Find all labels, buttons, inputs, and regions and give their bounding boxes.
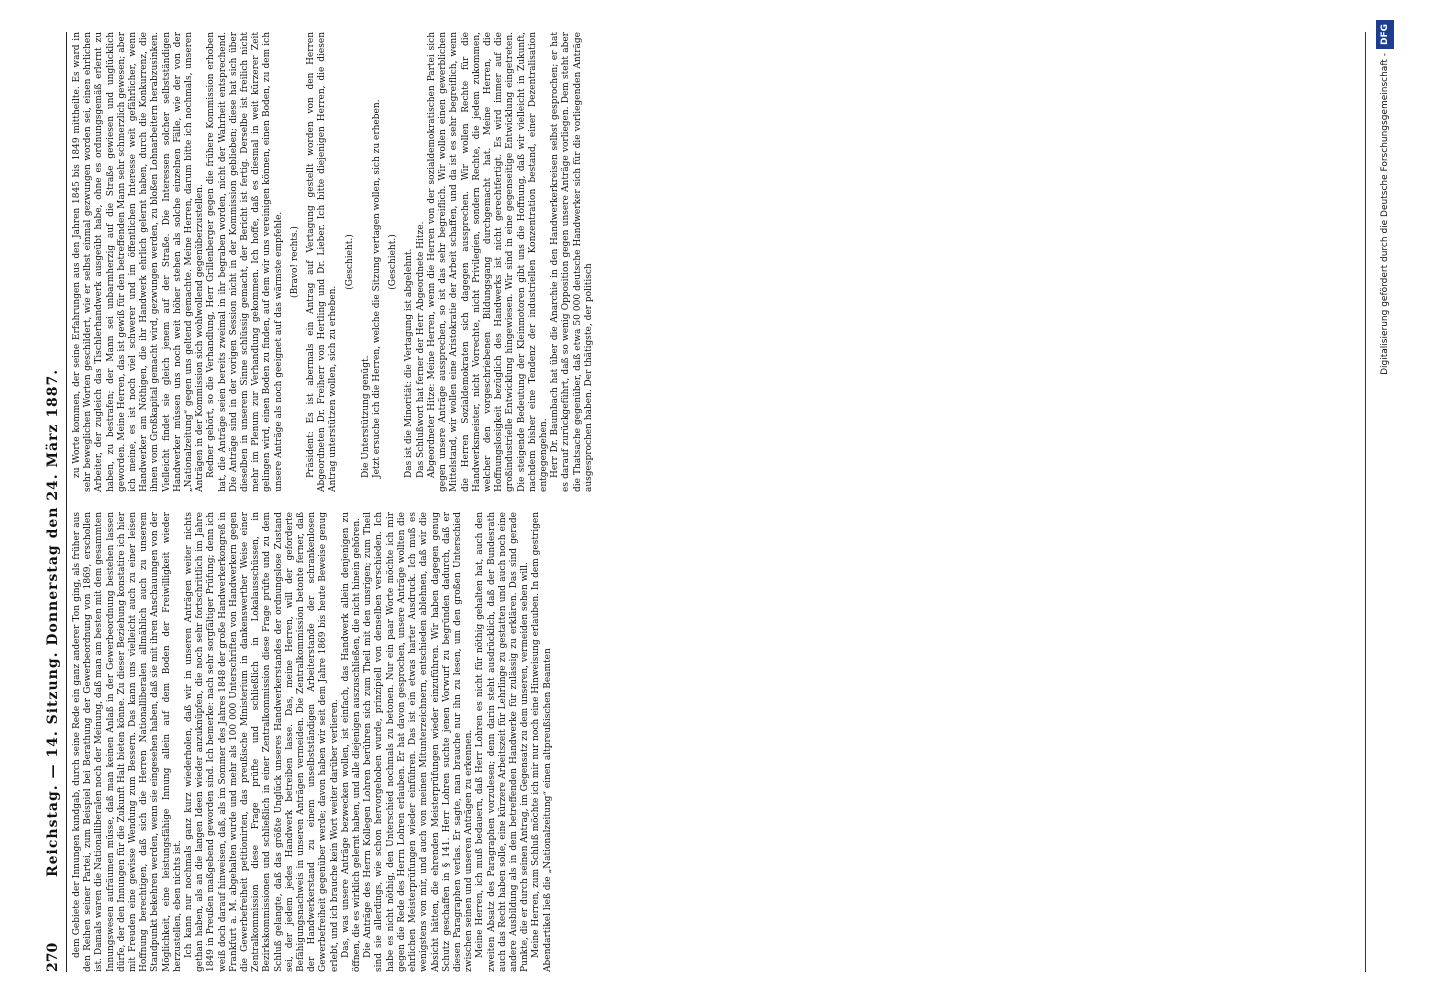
page-number: 270: [45, 942, 61, 972]
column-right: [72, 32, 1352, 492]
paragraph: Herr Dr. Baumbach hat über die Anarchie in den Handwerkerkreisen selbst gesprochen; er hat es darauf zurückgeführt, daß so wenig Opposition gegen unsere Anträge vorliegen. Dem steht aber die Thatsache gegenüber, daß etwa 50 000 deutsche Handwerker sich für die vorliegenden Anträge ausgesprochen haben. Der thätigste, der politisch: [550, 32, 594, 492]
paragraph: Die Unterstützung genügt.: [360, 355, 371, 478]
column-left: [72, 512, 1352, 972]
paragraph: Präsident: Es ist abermals ein Antrag auf Vertagung gestellt worden von den Herren Abgeordneten Dr. Freiherr von Hertling und Dr. Lieber. Ich bitte diejenigen Herren, die diesen Antrag unterstützen wollen, sich zu erheben.: [306, 32, 339, 492]
paragraph: (Geschieht.): [344, 234, 355, 290]
running-head-title: Reichstag. — 14. Sitzung. Donnerstag den 24. März 1887.: [45, 368, 61, 877]
footer-notice: Digitalisierung gefördert durch die Deutsche Forschungsgemeinschaft -: [1380, 53, 1390, 375]
paragraph: Die Anträge des Herrn Kollegen Lohren berühren sich zum Theil mit den unsrigen; zum Theil sind sie allerdings, wie schon hervorgehoben wurde, prinzipiell von denselben verschieden. Ich habe es nicht nöthig, den Unterschied nochmals zu betonen. Nur ein paar Worte möchte ich mir gegen die Rede des Herrn Lohren erlauben. Er hat davon gesprochen, unsere Anträge wollten die ehrlichen Meisterprüfungen wieder einführen. Das ist ein etwas harter Ausdruck. Ich muß es wenigstens von mir, und auch von meinen Mitunterzeichnern, entschieden ablehnen, daß wir die Absicht hätten, die ehrenden Meisterprüfungen wieder einzuführen. Wir haben dagegen genug Schutz geschaffen in § 141. Herr Lohren suchte jenen Vorwurf zu begründen dadurch, daß er diesen Paragraphen verlas. Er sagte, man brauche nur ihn zu lesen, um den großen Unterschied zwischen seinen und unseren Anträgen zu erkennen.: [363, 512, 475, 972]
paragraph: Meine Herren, ich muß bedauern, daß Herr Lohren es nicht für nöthig gehalten hat, auch den zweiten Absatz des Paragraphen vorzulesen; denn darin steht ausdrücklich, daß der Bundesrath auch das Recht haben solle, eine kürzere Arbeitszeit für Lehrlinge zu gestatten und auch noch eine andere Ausbildung als in dem betreffenden Handwerke für zulässig zu erklären. Das sind gerade Punkte, die er durch seinen Antrag, im Gegensatz zu dem unseren, vermeiden sehen will.: [475, 512, 531, 972]
paragraph: (Geschieht.): [388, 234, 399, 290]
footer-rule: [1365, 32, 1366, 972]
paragraph: Meine Herren, zum Schluß möchte ich mir nur noch eine Hinweisung erlauben. In dem gestrigen Abendartikel ließ die „Nationalzeitung“ einen altpreußischen Beamten: [531, 512, 553, 972]
dfg-badge: DFG: [1376, 20, 1394, 49]
paragraph: Das, was unsere Anträge bezwecken wollen, ist einfach, das Handwerk allein denjenigen zu öffnen, die es wirklich gelernt haben, und alle diejenigen auszuschließen, die nicht hinein gehören.: [340, 512, 363, 972]
paragraph: Abgeordneter Hitze: Meine Herren, wenn die Herren von der sozialdemokratischen Partei sich gegen unsere Anträge aussprechen, so ist das sehr begreiflich. Wir wollen einen gewerblichen Mittelstand, wir wollen eine Aristokratie der Arbeit schaffen, und da ist es sehr begreiflich, wenn die Herren Sozialdemokraten sich dagegen aussprechen. Wir wollen Rechte für die Handwerksmeister, nicht Vorrechte, nicht Privilegien, sondern Rechte, die jedem zukommen, welcher den vorgeschriebenen Bildungsgang durchgemacht hat. Meine Herren, die Hoffnungslosigkeit bezüglich des Handwerks ist nicht gerechtfertigt. Es wird immer auf die großindustrielle Entwicklung hingewiesen. Wir sind in eine gegenseitige Entwicklung eingetreten. Die steigende Bedeutung der Kleinmotoren gibt uns die Hoffnung, daß wir vielleicht in Zukunft, nachdem bisher eine Tendenz der industriellen Konzentration bestand, einer Dezentralisation entgegengehen.: [426, 32, 549, 492]
paragraph: dem Gebiete der Innungen kundgab, durch seine Rede ein ganz anderer Ton ging, als früher aus den Reihen seiner Partei, zum Beispiel bei Berathung der Gewerbeordnung von 1869, erschollen ist. Damals waren die Nationalliberalen noch der Meinung, daß man am besten mit dem gesammten Innungswesen aufräumen müsse, daß man keinen Anlaß in der Gewerbeordnung bestehen lassen dürfe, der den Innungen für die Zukunft Halt bieten könne. Zu dieser Beziehung konstatire ich hier mit Freuden eine gewisse Wendung zum Bessern. Das kann uns vielleicht auch zu einer leisen Hoffnung berechtigen, daß sich die Herren Nationalliberalen allmählich auch zu unserem Standpunkt bekehren werden, wenn sie eingesehen haben, daß sie mit ihren Anschauungen von der Möglichkeit, eine leistungsfähige Innung allein auf dem Boden der Freiwilligkeit wieder herzustellen, eben nichts ist.: [72, 512, 183, 972]
paragraph: (Bravo! rechts.): [289, 226, 300, 298]
paragraph: Jetzt ersuche ich die Herren, welche die Sitzung vertagen wollen, sich zu erheben.: [372, 99, 383, 478]
paragraph: Ich kann nur nochmals ganz kurz wiederholen, daß wir in unseren Anträgen weiter nichts gethan haben, als an die langen Ideen wieder anzuknüpfen, die noch sehr fortschrittlich im Jahre 1849 in Preußen maßgebend geworden sind. Ich bemerke: nach sehr sorgfältiger Prüfung; denn ich weiß doch darauf hinweisen, daß, als im Sommer des Jahres 1848 der große Handwerkerkongreß in Frankfurt a. M. abgehalten wurde und mehr als 100 000 Unterschriften von Handwerkern gegen die Gewerbefreiheit petitionirten, das preußische Ministerium in dankenswerther Weise einer Zentralkommission diese Frage prüfte und schließlich in Lokalausschüssen, in Bezirkskommissionen und schließlich in einer Zentralkommission diese Frage prüfte und zu dem Schluß gelangte, daß das größte Unglück unseres Handwerkerstandes der ordnungslose Zustand sei, der jedem jedes Handwerk betreiben lasse. Das, meine Herren, will der geforderte Befähigungsnachweis in unseren Anträgen vermeiden. Die Zentralkommission betonte ferner, daß der Handwerkerstand zu einem unselbstständigen Arbeiterstande der schrankenlosen Gewerbefreiheit gegenüber werde; davon haben wir seit dem Jahre 1869 bis heute Beweise genug erlebt, und ich brauche kein Wort weiter darüber verlieren.: [184, 512, 340, 972]
paragraph: zu Worte kommen, der seine Erfahrungen aus den Jahren 1845 bis 1849 mittheilte. Es ward in sehr beweglichen Worten geschildert, wie er selbst einmal gezwungen worden sei, einen ehrlichen Arbeiter, der zugleich das Tischlerhandwerk ausgeübt habe, ohne es ordnungsgemäß erlernt zu haben, zu bestrafen; der Mann sei unbarmherzig auf die Straße gewiesen und unglücklich geworden. Meine Herren, das ist gewiß für den betreffenden Mann sehr schmerzlich gewesen; aber ich meine, es ist noch viel schwerer und im öffentlichen Interesse weit gefährlicher, wenn Handwerker am Nöthigen, die ihr Handwerk ehrlich gelernt haben, durch die Konkurrenz, die ihnen vom Großkapital gemacht wird, gezwungen werden, zu bloßen Lohnarbeitern herabzusinken. Vielleicht findet sie gleich jenem auf der Straße. Die Interessen solcher selbstständigen Handwerker müssen uns noch weit höher stehen als solche einzelnen Fälle, wie der von der „Nationalzeitung“ gegen uns geltend gemachte. Meine Herren, darum bitte ich nochmals, unseren Anträgen in der Kommission sich wohlwollend gegenüberzustellen.: [72, 32, 206, 492]
text-columns: [72, 32, 1352, 972]
digitization-footer: [1376, 20, 1394, 380]
paragraph: Das Schlußwort hat ferner der Herr Abgeordnete Hitze.: [415, 221, 426, 478]
running-header: [40, 32, 67, 972]
paragraph: Das ist die Minorität: die Vertagung ist abgelehnt.: [404, 248, 415, 478]
paragraph: Redner gehört, so die Verhandlung, Herr Grillenberger gegen die frühere Kommission erhoben hat, die Anträge seien bereits zweimal in ihr begraben worden, nicht der Wahrheit entsprechend. Die Anträge sind in der vorigen Session nicht in der Kommission geblieben; diese hat sich über dieselben in unserem Sinne schlüssig gemacht, der Bericht ist fertig. Derselbe ist freilich nicht mehr im Plenum zur Verhandlung gekommen. Ich hoffe, daß es diesmal in weit kürzerer Zeit gelingen wird, einen Boden zu finden, auf dem wir uns vereinigen können, einen Boden, zu dem ich unsere Anträge als noch geeignet auf das wärmste empfehle.: [206, 32, 284, 492]
